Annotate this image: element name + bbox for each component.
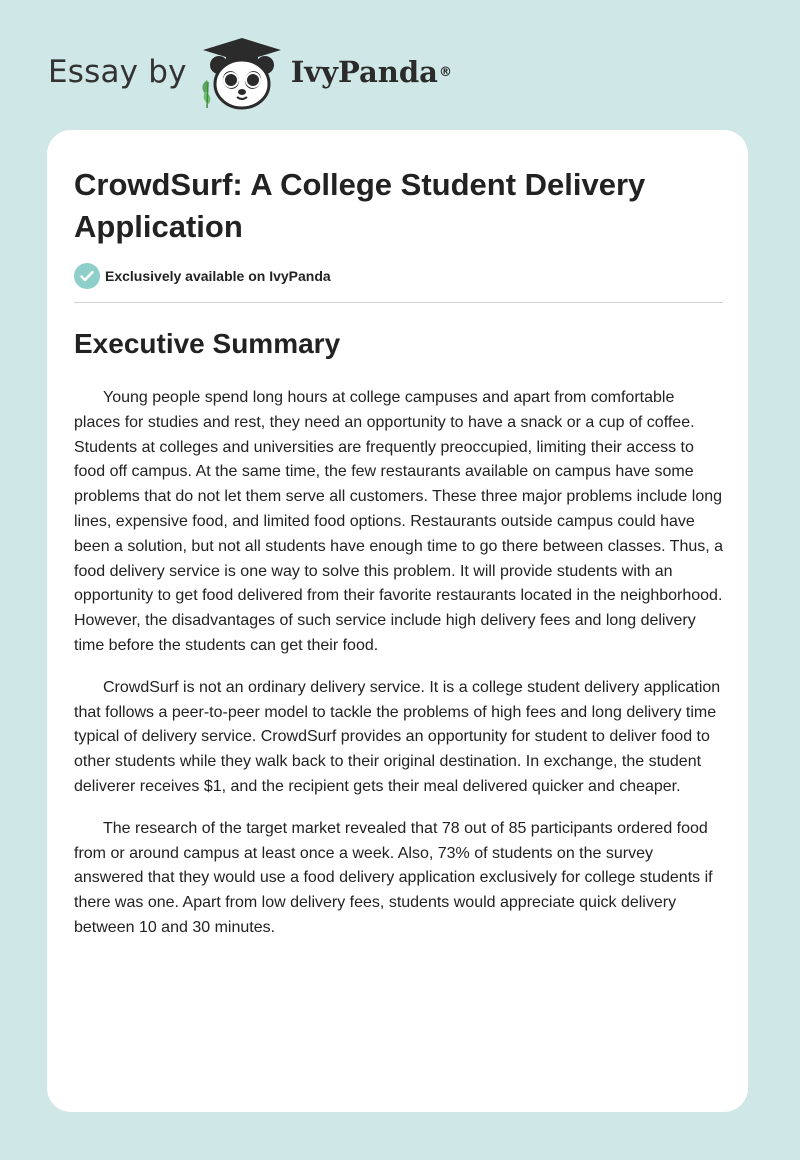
paragraph: The research of the target market revealed that 78 out of 85 participants ordered food from or around campus at least once a week. Also, 73% of students on the survey answered that they would use a food delivery application exclusively for college students if there was one. Apart from low delivery fees, students would appreciate quick delivery between 10 and 30 minutes. [74,819,713,936]
registered-mark: ® [438,64,452,80]
brand-name: IvyPanda [290,55,438,89]
exclusive-label: Exclusively available on IvyPanda [105,268,331,284]
paragraph: Young people spend long hours at college campuses and apart from comfortable places for studies and rest, they need an opportunity to have a snack or a cup of coffee. Students at colleges and universities are frequently preoccupied, limiting their access to food off campus. At the same time, the few restaurants available on campus have some problems that do not let them serve all customers. These three major problems include long lines, expensive food, and limited food options. Restaurants outside campus could have been a solution, but not all students have enough time to go there between classes. Thus, a food delivery service is one way to solve this problem. It will provide students with an opportunity to get food delivered from their favorite restaurants located in the neighborhood. However, the disadvantages of such service include high delivery fees and long delivery time before the students can get their food. [74,389,724,654]
essay-card [47,130,748,1112]
panda-graduate-logo-icon [197,34,287,110]
exclusive-badge [74,263,331,289]
divider [74,302,723,303]
section-heading: Executive Summary [74,328,341,359]
brand-prefix: Essay by [48,54,187,90]
brand-header[interactable] [48,34,452,110]
page-title: CrowdSurf: A College Student Delivery Application [74,167,646,244]
paragraph: CrowdSurf is not an ordinary delivery service. It is a college student delivery application that follows a peer-to-peer model to tackle the problems of high fees and long delivery time typical of delivery service. CrowdSurf provides an opportunity for student to deliver food to other students while they walk back to their original destination. In exchange, the student deliverer receives $1, and the recipient gets their meal delivered quicker and cheaper. [74,678,721,795]
check-circle-icon [74,263,100,289]
essay-body [74,386,724,958]
